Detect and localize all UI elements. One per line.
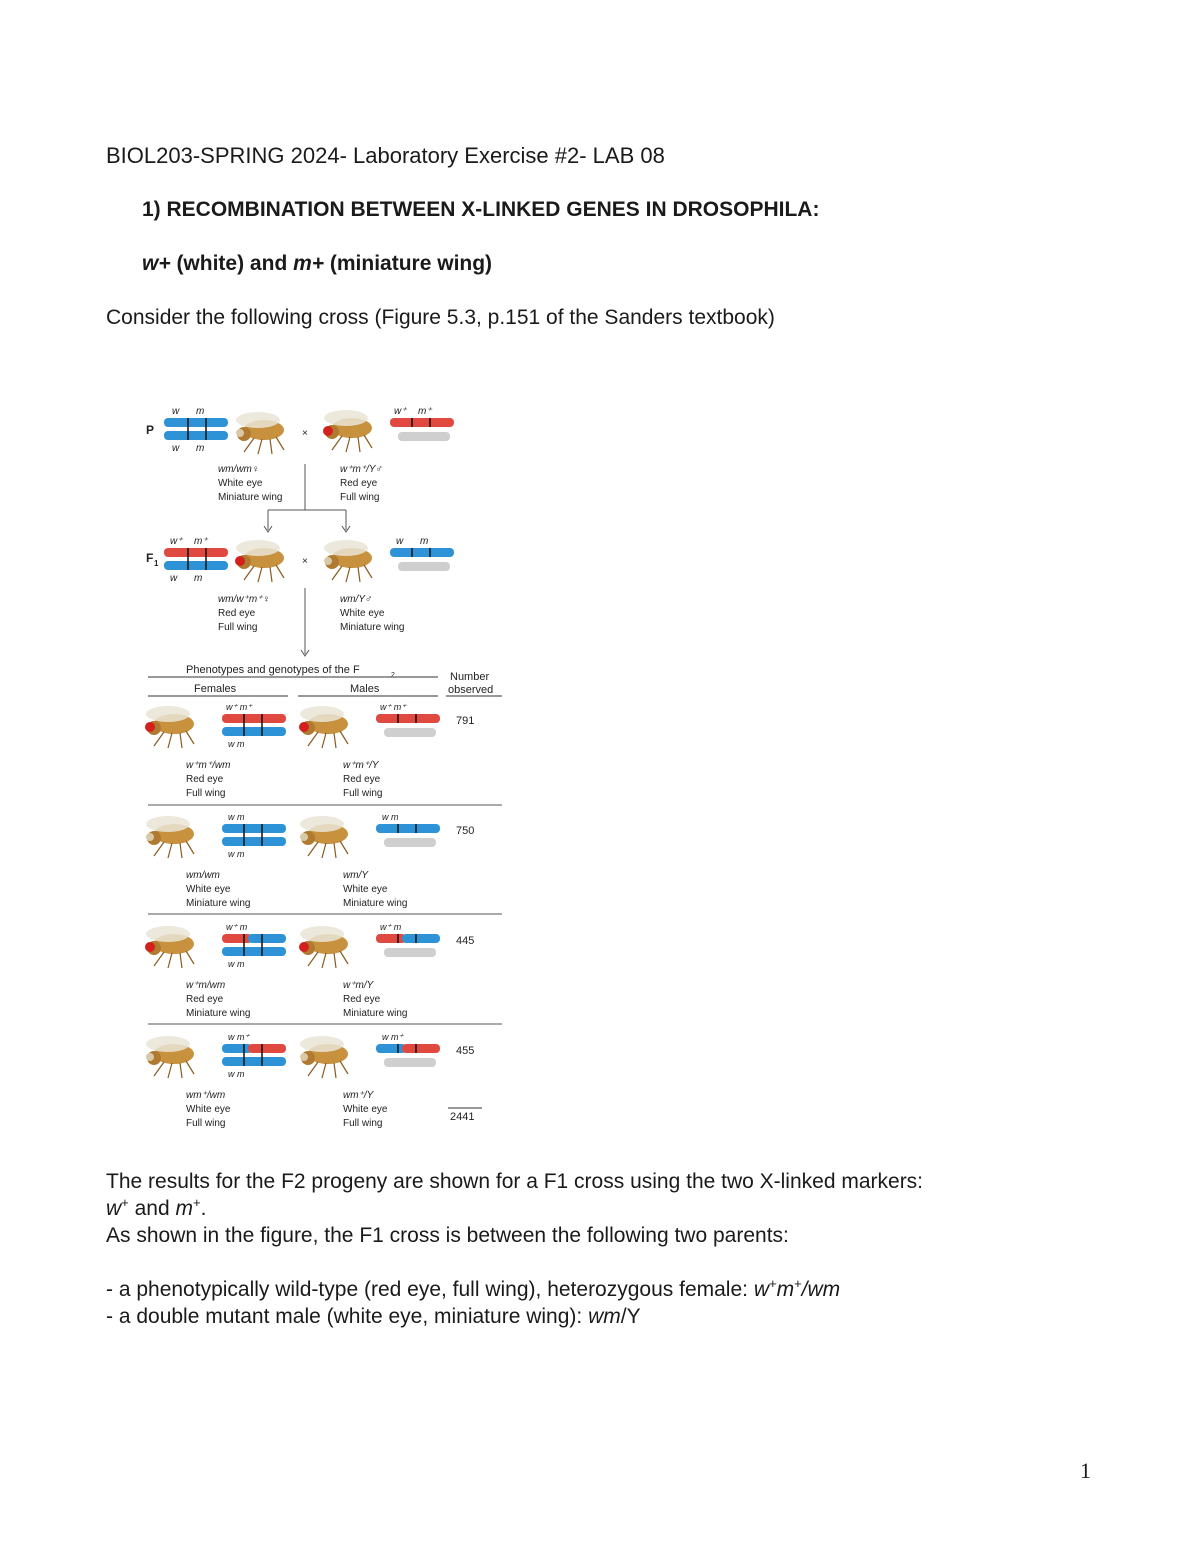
results-line-3: As shown in the figure, the F1 cross is between the following two parents: xyxy=(106,1224,789,1247)
svg-text:w m: w m xyxy=(228,1069,245,1079)
svg-text:w⁺: w⁺ xyxy=(394,406,407,417)
fly-white-eye xyxy=(236,412,284,454)
svg-text:w m: w m xyxy=(228,849,245,859)
svg-text:w⁺m⁺/Y♂: w⁺m⁺/Y♂ xyxy=(340,464,384,475)
svg-text:White eye: White eye xyxy=(340,608,385,619)
table-row xyxy=(146,1032,474,1129)
svg-text:White eye: White eye xyxy=(186,884,231,895)
results-line-1: The results for the F2 progeny are shown for a F1 cross using the two X-linked markers: xyxy=(106,1170,924,1193)
cross-symbol: × xyxy=(302,428,308,439)
svg-text:wm/Y♂: wm/Y♂ xyxy=(340,594,373,605)
svg-text:Miniature wing: Miniature wing xyxy=(340,622,405,633)
svg-text:w m: w m xyxy=(228,812,245,822)
svg-text:w⁺m/wm: w⁺m/wm xyxy=(186,980,226,991)
svg-text:m⁺: m⁺ xyxy=(418,406,432,417)
svg-text:Miniature wing: Miniature wing xyxy=(218,492,283,503)
intro-text: Consider the following cross (Figure 5.3, p.151 of the Sanders textbook) xyxy=(106,306,775,329)
cross-symbol: × xyxy=(302,556,308,567)
chromosome-blue xyxy=(164,431,228,440)
svg-text:Miniature wing: Miniature wing xyxy=(343,1008,408,1019)
chromosome-blue xyxy=(390,548,454,557)
svg-text:w: w xyxy=(170,573,178,584)
svg-text:wm⁺/wm: wm⁺/wm xyxy=(186,1090,226,1101)
y-chromosome xyxy=(398,432,450,441)
svg-text:w m⁺: w m⁺ xyxy=(228,1032,250,1042)
svg-text:w⁺ m⁺: w⁺ m⁺ xyxy=(226,702,252,712)
chromosome-red xyxy=(390,418,454,427)
col-males: Males xyxy=(350,683,380,695)
svg-text:observed: observed xyxy=(448,684,494,696)
svg-text:White eye: White eye xyxy=(343,1104,388,1115)
svg-text:w: w xyxy=(396,536,404,547)
col-number: Number xyxy=(450,671,490,683)
svg-text:w: w xyxy=(172,406,180,417)
section-subheading: w+ (white) and m+ (miniature wing) xyxy=(142,252,493,275)
bullet-female-parent: - a phenotypically wild-type (red eye, full wing), heterozygous female: w+m+/wm xyxy=(106,1276,841,1301)
svg-text:m: m xyxy=(196,443,205,454)
cross-figure xyxy=(140,398,510,1134)
svg-text:w⁺: w⁺ xyxy=(170,536,183,547)
table-row xyxy=(145,922,502,1024)
svg-text:Red eye: Red eye xyxy=(340,478,378,489)
svg-text:Miniature wing: Miniature wing xyxy=(343,898,408,909)
svg-text:Miniature wing: Miniature wing xyxy=(186,1008,251,1019)
svg-text:w m: w m xyxy=(382,812,399,822)
svg-text:Red eye: Red eye xyxy=(186,774,224,785)
svg-text:wm/wm: wm/wm xyxy=(186,870,220,881)
chromosome-red xyxy=(164,548,228,557)
svg-text:Full wing: Full wing xyxy=(343,788,383,799)
svg-text:Full wing: Full wing xyxy=(343,1118,383,1129)
svg-text:White eye: White eye xyxy=(186,1104,231,1115)
count-value: 791 xyxy=(456,715,475,727)
col-females: Females xyxy=(194,683,237,695)
svg-text:w m: w m xyxy=(228,959,245,969)
bullet-male-parent: - a double mutant male (white eye, miniature wing): wm/Y xyxy=(106,1305,641,1328)
svg-text:wm/wm♀: wm/wm♀ xyxy=(218,464,260,475)
svg-text:w⁺ m: w⁺ m xyxy=(380,922,402,932)
svg-text:wm/w⁺m⁺♀: wm/w⁺m⁺♀ xyxy=(218,594,270,605)
table-title: Phenotypes and genotypes of the F xyxy=(186,664,360,676)
svg-text:White eye: White eye xyxy=(218,478,263,489)
svg-text:w⁺m⁺/wm: w⁺m⁺/wm xyxy=(186,760,231,771)
svg-text:Full wing: Full wing xyxy=(218,622,258,633)
f1-generation-label: F xyxy=(146,551,154,565)
page-number: 1 xyxy=(1080,1458,1091,1483)
svg-text:Miniature wing: Miniature wing xyxy=(186,898,251,909)
svg-text:m: m xyxy=(194,573,203,584)
svg-text:w m: w m xyxy=(228,739,245,749)
fly-red-eye xyxy=(323,410,372,452)
p-generation-label: P xyxy=(146,423,155,437)
fly-white-eye xyxy=(324,540,372,582)
svg-text:w⁺m/Y: w⁺m/Y xyxy=(343,980,374,991)
document-title: BIOL203-SPRING 2024- Laboratory Exercise #2- LAB 08 xyxy=(106,143,665,168)
svg-text:w: w xyxy=(172,443,180,454)
svg-text:m: m xyxy=(420,536,429,547)
svg-text:Red eye: Red eye xyxy=(186,994,224,1005)
table-row xyxy=(145,702,502,805)
svg-text:White eye: White eye xyxy=(343,884,388,895)
svg-text:w⁺ m: w⁺ m xyxy=(226,922,248,932)
svg-text:wm⁺/Y: wm⁺/Y xyxy=(343,1090,374,1101)
section-heading: 1) RECOMBINATION BETWEEN X-LINKED GENES IN DROSOPHILA: xyxy=(142,198,820,221)
table-row xyxy=(146,812,502,914)
results-line-2: w+ and m+. xyxy=(106,1195,207,1220)
svg-text:Full wing: Full wing xyxy=(340,492,380,503)
svg-text:Red eye: Red eye xyxy=(218,608,256,619)
svg-text:2: 2 xyxy=(391,672,395,679)
y-chromosome xyxy=(398,562,450,571)
svg-text:Full wing: Full wing xyxy=(186,788,226,799)
fly-red-eye xyxy=(235,540,284,582)
total-count: 2441 xyxy=(450,1111,475,1123)
count-value: 445 xyxy=(456,935,475,947)
svg-text:m⁺: m⁺ xyxy=(194,536,208,547)
svg-text:Red eye: Red eye xyxy=(343,994,381,1005)
svg-text:w m⁺: w m⁺ xyxy=(382,1032,404,1042)
count-value: 455 xyxy=(456,1045,475,1057)
svg-text:w⁺ m⁺: w⁺ m⁺ xyxy=(380,702,406,712)
svg-text:1: 1 xyxy=(154,559,159,568)
chromosome-blue xyxy=(164,561,228,570)
count-value: 750 xyxy=(456,825,475,837)
svg-text:Full wing: Full wing xyxy=(186,1118,226,1129)
svg-text:Red eye: Red eye xyxy=(343,774,381,785)
chromosome-blue xyxy=(164,418,228,427)
svg-text:w⁺m⁺/Y: w⁺m⁺/Y xyxy=(343,760,379,771)
svg-text:wm/Y: wm/Y xyxy=(343,870,368,881)
svg-text:m: m xyxy=(196,406,205,417)
